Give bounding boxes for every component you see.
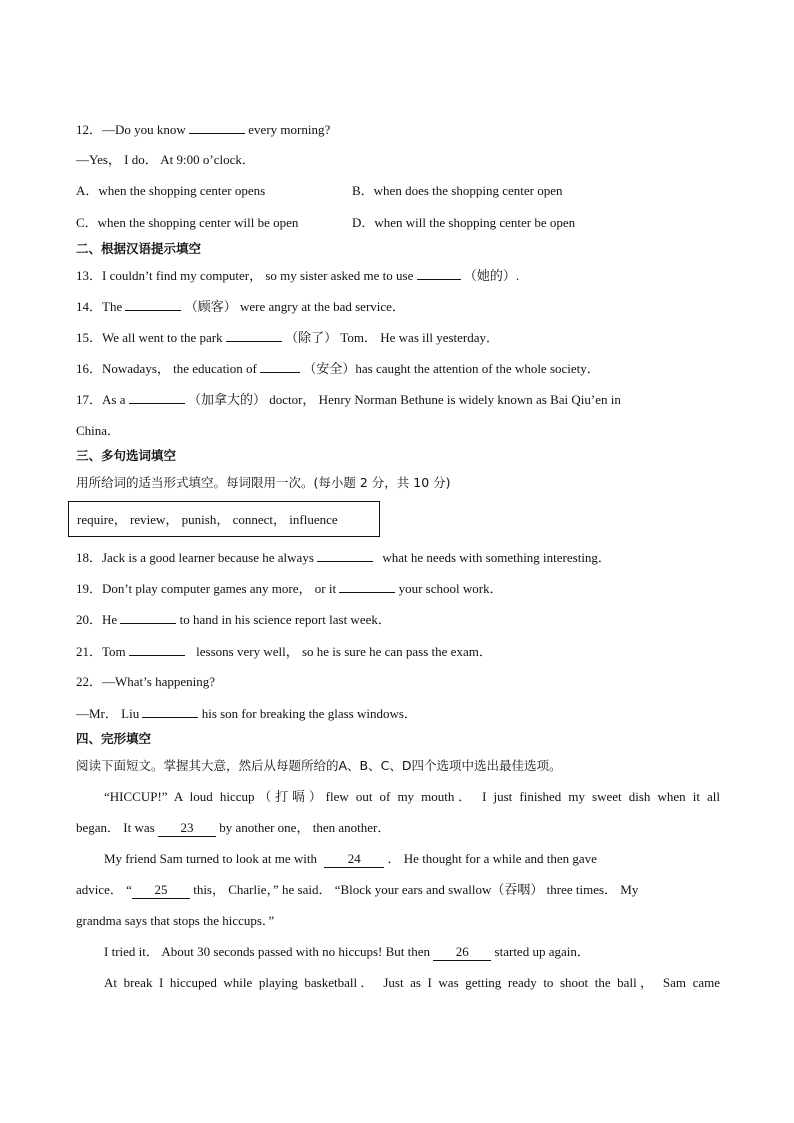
word-bank: require， review， punish， connect， influence [77, 512, 338, 527]
section-4-title: 四、完形填空 [76, 731, 152, 746]
passage-text: My friend Sam turned to look at me with [104, 851, 318, 866]
passage-p2-line2 [76, 882, 638, 899]
q21-text: 21．Tom [76, 644, 126, 659]
q12-text-after: every morning? [248, 122, 331, 137]
q19-blank[interactable] [339, 580, 395, 593]
q12-text: 12．—Do you know [76, 122, 186, 137]
question-18 [76, 549, 611, 566]
q16-text: 16．Nowadays， the education of [76, 361, 257, 376]
q16-hint: （安全）has caught the attention of the whole society． [303, 361, 600, 376]
question-20 [76, 611, 391, 628]
q22-text-after: his son for breaking the glass windows． [201, 706, 417, 721]
q13-hint: （她的）. [463, 268, 520, 283]
passage-p4: At break I hiccuped while playing basketball． Just as I was getting ready to shoot the ball， Sam came [104, 975, 720, 990]
q22-text: —Mr． Liu [76, 706, 140, 721]
question-21 [76, 643, 492, 660]
blank-25[interactable]: 25 [132, 882, 190, 899]
passage-p1-line1: “HICCUP!” A loud hiccup（打嗝）flew out of my mouth． I just finished my sweet dish when it all [104, 789, 720, 804]
question-22: 22．—What’s happening? [76, 674, 215, 689]
section-3-instruction: 用所给词的适当形式填空。每词限用一次。(每小题 2 分，共 10 分) [76, 475, 451, 490]
q20-text: 20．He [76, 612, 118, 627]
q18-text: 18．Jack is a good learner because he always [76, 550, 314, 565]
q20-text-after: to hand in his science report last week． [179, 612, 391, 627]
passage-p3 [104, 944, 590, 961]
q15-hint: （除了） Tom． He was ill yesterday． [285, 330, 500, 345]
q12-reply: —Yes， I do． At 9:00 o’clock． [76, 152, 255, 167]
passage-text: started up again． [494, 944, 590, 959]
passage-text: ． He thought for a while and then gave [387, 851, 597, 866]
passage-text: I tried it． About 30 seconds passed with no hiccups! But then [104, 944, 431, 959]
section-4-instruction: 阅读下面短文。掌握其大意，然后从每题所给的A、B、C、D四个选项中选出最佳选项。 [76, 758, 562, 773]
passage-text: this， Charlie，” he said． “Block your ears and swallow（吞咽） three times． My [193, 882, 639, 897]
q13-text: 13．I couldn’t find my computer， so my sister asked me to use [76, 268, 414, 283]
passage-p1-line2 [76, 820, 390, 837]
q22-blank[interactable] [142, 705, 198, 718]
section-2-title: 二、根据汉语提示填空 [76, 241, 202, 256]
passage-text: by another one， then another． [219, 820, 391, 835]
passage-p2-line3: grandma says that stops the hiccups．” [76, 913, 275, 928]
q14-hint: （顾客） were angry at the bad service． [184, 299, 405, 314]
section-3-title: 三、多句选词填空 [76, 448, 177, 463]
q16-blank[interactable] [260, 360, 300, 373]
word-bank-box [68, 501, 380, 537]
q17-text: 17．As a [76, 392, 126, 407]
q12-option-c[interactable]: C．when the shopping center will be open [76, 215, 299, 230]
q12-option-a[interactable]: A．when the shopping center opens [76, 183, 266, 198]
q12-blank[interactable] [189, 121, 245, 134]
passage-p2-line1 [104, 851, 597, 868]
q18-blank[interactable] [317, 549, 373, 562]
question-13 [76, 267, 519, 284]
passage-text: advice． “ [76, 882, 132, 897]
question-12 [76, 121, 330, 138]
q15-text: 15．We all went to the park [76, 330, 223, 345]
q12-option-d[interactable]: D．when will the shopping center be open [352, 215, 576, 230]
q12-option-b[interactable]: B．when does the shopping center open [352, 183, 563, 198]
q15-blank[interactable] [226, 329, 282, 342]
question-17 [76, 391, 621, 408]
question-19 [76, 580, 503, 597]
question-14 [76, 298, 405, 315]
question-16 [76, 360, 600, 377]
q19-text-after: your school work． [398, 581, 503, 596]
q17-hint: （加拿大的） doctor， Henry Norman Bethune is widely known as Bai Qiu’en in [187, 392, 621, 407]
blank-26[interactable]: 26 [433, 944, 491, 961]
question-15 [76, 329, 499, 346]
q21-blank[interactable] [129, 643, 185, 656]
q20-blank[interactable] [120, 611, 176, 624]
blank-23[interactable]: 23 [158, 820, 216, 837]
q14-text: 14．The [76, 299, 123, 314]
q22-reply [76, 705, 417, 722]
q18-text-after: what he needs with something interesting． [382, 550, 611, 565]
passage-text: began． It was [76, 820, 155, 835]
q21-text-after: lessons very well， so he is sure he can pass the exam． [196, 644, 492, 659]
q17-blank[interactable] [129, 391, 185, 404]
q19-text: 19．Don’t play computer games any more， or it [76, 581, 337, 596]
blank-24[interactable]: 24 [324, 851, 384, 868]
q14-blank[interactable] [125, 298, 181, 311]
q13-blank[interactable] [417, 267, 461, 280]
q17-continuation: China． [76, 423, 121, 438]
